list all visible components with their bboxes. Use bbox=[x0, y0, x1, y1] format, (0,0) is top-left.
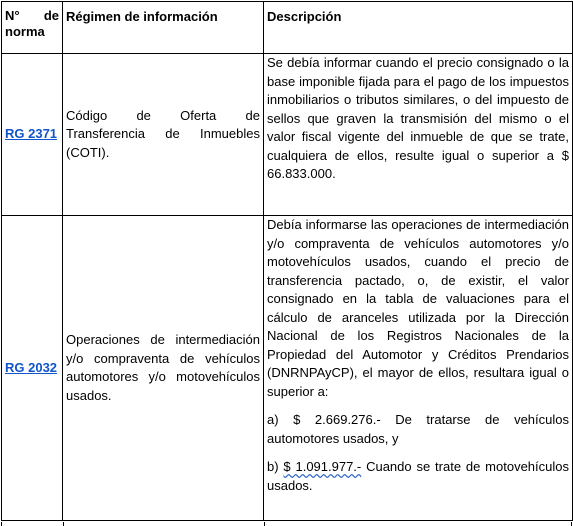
descripcion-text: Se debía informar cuando el precio consignado o la base imponible fijada para el pago de los impuestos inmobiliarios o tributos similares, o del impuesto de sellos que graven la transmisión del mismo o el valor fiscal vigente del inmueble de que se trate, cualquiera de ellos, resulte igual o superior a $ 66.833.000. bbox=[267, 55, 569, 181]
regimenes-table bbox=[1, 1, 573, 521]
item-b-prefix: b) bbox=[267, 459, 284, 474]
descripcion-intro: Debía informarse las operaciones de intermediación y/o compraventa de vehículos automotores y/o motovehículos usados, cuando el precio de transferencia pactado, o, de existir, el valor consignado en la tabla de valuaciones para el cálculo de aranceles utilizada por la Dirección Nacional de los Registros Nacionales de la Propiedad del Automotor y Créditos Prendarios (DNRNPAyCP), el mayor de ellos, resultara igual o superior a: bbox=[267, 217, 569, 399]
norma-link-rg2032[interactable]: RG 2032 bbox=[5, 359, 58, 375]
regimen-cell: Código de Oferta de Transferencia de Inmuebles (COTI). bbox=[63, 54, 264, 216]
table-row bbox=[2, 216, 573, 521]
descripcion-item-b bbox=[267, 458, 569, 495]
norma-link-rg2371[interactable]: RG 2371 bbox=[5, 126, 58, 142]
item-b-amount: $ 1.091.977.- bbox=[283, 459, 362, 474]
header-num-de: de bbox=[43, 8, 59, 23]
norma-cell bbox=[2, 54, 63, 216]
next-row-edge bbox=[1, 522, 572, 526]
norma-cell bbox=[2, 216, 63, 521]
item-b-rest: Cuando se trate de motovehículos usados. bbox=[267, 459, 569, 493]
header-descripcion: Descripción bbox=[264, 2, 573, 54]
table-header-row bbox=[2, 2, 573, 54]
header-norma-label: norma bbox=[5, 24, 45, 39]
header-regimen: Régimen de información bbox=[63, 2, 264, 54]
header-num-label: N° bbox=[5, 8, 20, 23]
table-row bbox=[2, 54, 573, 216]
header-numero-norma bbox=[2, 2, 63, 54]
regimen-cell: Operaciones de intermediación y/o compraventa de vehículos automotores y/o motovehículos usados. bbox=[63, 216, 264, 521]
descripcion-cell bbox=[264, 216, 573, 521]
descripcion-item-a: a) $ 2.669.276.- De tratarse de vehículos automotores usados, y bbox=[267, 412, 569, 446]
descripcion-cell bbox=[264, 54, 573, 216]
